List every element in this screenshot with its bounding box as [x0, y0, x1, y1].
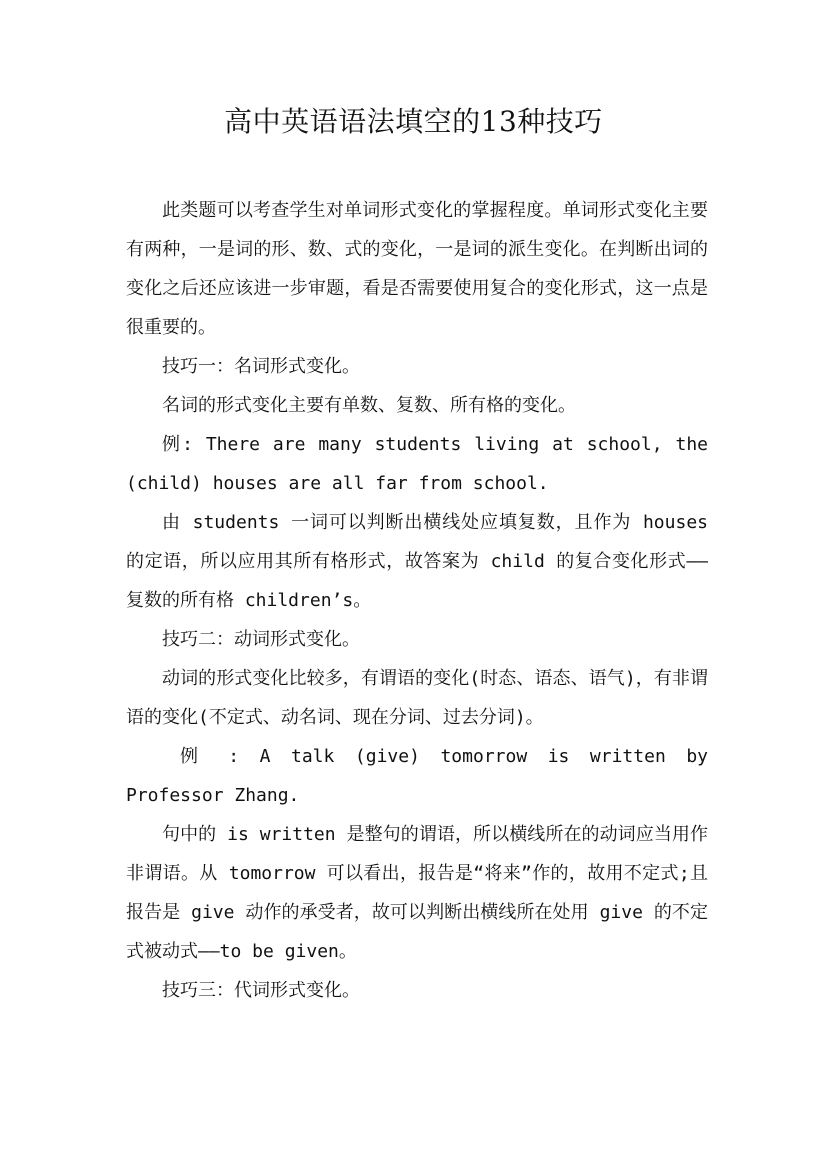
- example-sentence-1: 例: There are many students living at school, the (child) houses are all far from school.: [126, 434, 708, 494]
- paragraph-noun-forms: 名词的形式变化主要有单数、复数、所有格的变化。: [162, 395, 576, 416]
- paragraph-verb-forms: 动词的形式变化比较多，有谓语的变化(时态、语态、语气)，有非谓语的变化(不定式、动名词、现在分词、过去分词)。: [126, 668, 708, 728]
- example-sentence-2: 例 : A talk (give) tomorrow is written by Professor Zhang.: [126, 746, 708, 806]
- heading-tip-3: 技巧三：代词形式变化。: [162, 980, 360, 1001]
- heading-tip-2: 技巧二：动词形式变化。: [162, 629, 360, 650]
- document-body: [126, 191, 708, 1010]
- explanation-1: 由 students 一词可以判断出横线处应填复数，且作为 houses 的定语，所以应用其所有格形式，故答案为 child 的复合变化形式—— 复数的所有格 children’s。: [126, 512, 708, 611]
- paragraph-intro: 此类题可以考查学生对单词形式变化的掌握程度。单词形式变化主要有两种，一是词的形、数、式的变化，一是词的派生变化。在判断出词的变化之后还应该进一步审题，看是否需要使用复合的变化形式，这一点是很重要的。: [126, 200, 708, 338]
- heading-tip-1: 技巧一：名词形式变化。: [162, 356, 360, 377]
- explanation-2: 句中的 is written 是整句的谓语，所以横线所在的动词应当用作非谓语。从 tomorrow 可以看出，报告是“将来”作的，故用不定式;且报告是 give 动作的承受者，故可以判断出横线所在处用 give 的不定式被动式——to be given。: [126, 824, 708, 962]
- document-title: 高中英语语法填空的13种技巧: [224, 105, 603, 138]
